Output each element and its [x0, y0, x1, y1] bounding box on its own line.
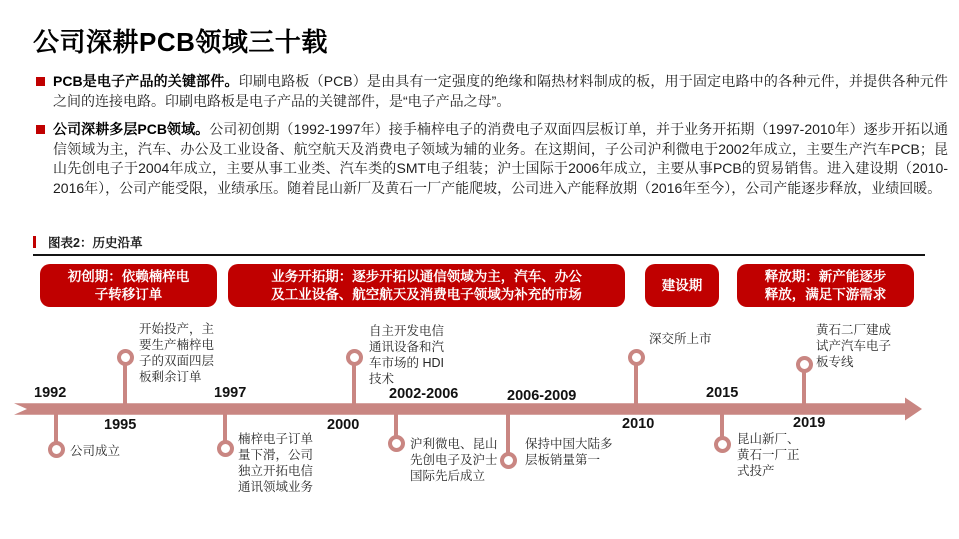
event-text-1995: 开始投产，主要生产楠梓电子的双面四层板剩余订单 — [139, 322, 215, 384]
phase-box-construction: 建设期 — [645, 264, 719, 307]
bullet-pcb-key-component — [36, 72, 948, 111]
timeline-dot-2010 — [628, 349, 645, 366]
year-label-1995: 1995 — [104, 417, 137, 433]
year-label-1997: 1997 — [214, 385, 247, 401]
event-text-1992: 公司成立 — [70, 444, 121, 458]
year-label-2000: 2000 — [327, 417, 360, 433]
timeline-dot-2019 — [796, 356, 813, 373]
page-title: 公司深耕PCB领域三十载 — [33, 27, 328, 57]
bullet-marker — [36, 77, 45, 86]
event-text-2015: 昆山新厂、黄石一厂正式投产 — [737, 432, 800, 478]
timeline-dot-1992 — [48, 441, 65, 458]
event-text-2019: 黄石二厂建成试产汽车电子板专线 — [816, 323, 892, 369]
figure-caption — [33, 233, 142, 251]
phase-box-release: 释放期：新产能逐步释放，满足下游需求 — [737, 264, 914, 307]
timeline-arrow — [14, 397, 922, 421]
timeline-dot-2000 — [346, 349, 363, 366]
bullet-2-body: 公司初创期（1992-1997年）接手楠梓电子的消费电子双面四层板订单，并于业务开拓期（1997-2010年）逐步开拓以通信领域为主，汽车、办公及工业设备、航空航天及消费电子领域为辅的业务。在这期间，子公司沪利微电于2002年成立，主要生产汽车PCB；昆山先创电子于2004年成立，主要从事工业类、汽车类的SMT电子组装；沪士国际于2006年成立，主要从事PCB的贸易销售。进入建设期（2010-2016年），公司产能受限，业绩承压。随着昆山新厂及黄石一厂产能爬坡，公司进入产能释放期（2016年至今），公司产能逐步释放，业绩回暖。 — [53, 121, 948, 196]
year-label-2015: 2015 — [706, 385, 739, 401]
timeline-dot-1995 — [117, 349, 134, 366]
event-text-2000: 自主开发电信通讯设备和汽车市场的 HDI 技术 — [369, 324, 445, 386]
event-text-2010: 深交所上市 — [649, 332, 712, 346]
timeline-dot-2015 — [714, 436, 731, 453]
event-text-1997: 楠梓电子订单量下滑，公司独立开拓电信通讯领域业务 — [238, 432, 314, 494]
year-label-1992: 1992 — [34, 385, 67, 401]
year-label-2010: 2010 — [622, 416, 655, 432]
bullet-company-history — [36, 120, 948, 198]
figure-accent-bar — [33, 236, 36, 248]
bullet-2-lead: 公司深耕多层PCB领域。 — [53, 121, 210, 137]
figure-label-text: 图表2：历史沿革 — [48, 236, 143, 250]
phase-box-founding: 初创期：依赖楠梓电子转移订单 — [40, 264, 217, 307]
event-text-2002-2006: 沪利微电、昆山先创电子及沪士国际先后成立 — [410, 437, 498, 483]
summary-bullets — [36, 72, 948, 207]
year-label-2019: 2019 — [793, 415, 826, 431]
bullet-1-lead: PCB是电子产品的关键部件。 — [53, 73, 239, 89]
event-text-2006-2009: 保持中国大陆多层板销量第一 — [525, 437, 613, 467]
phase-box-expansion: 业务开拓期：逐步开拓以通信领域为主，汽车、办公及工业设备、航空航天及消费电子领域为补充的市场 — [228, 264, 625, 307]
timeline-dot-2002-2006 — [388, 435, 405, 452]
timeline-dot-1997 — [217, 440, 234, 457]
year-label-2006-2009: 2006-2009 — [507, 388, 577, 404]
year-label-2002-2006: 2002-2006 — [389, 386, 459, 402]
figure-divider — [33, 254, 925, 256]
bullet-marker — [36, 125, 45, 134]
bullet-1-body: 印刷电路板（PCB）是由具有一定强度的绝缘和隔热材料制成的板，用于固定电路中的各种元件，并提供各种元件之间的连接电路。印刷电路板是电子产品的关键部件，是“电子产品之母”。 — [53, 73, 948, 109]
